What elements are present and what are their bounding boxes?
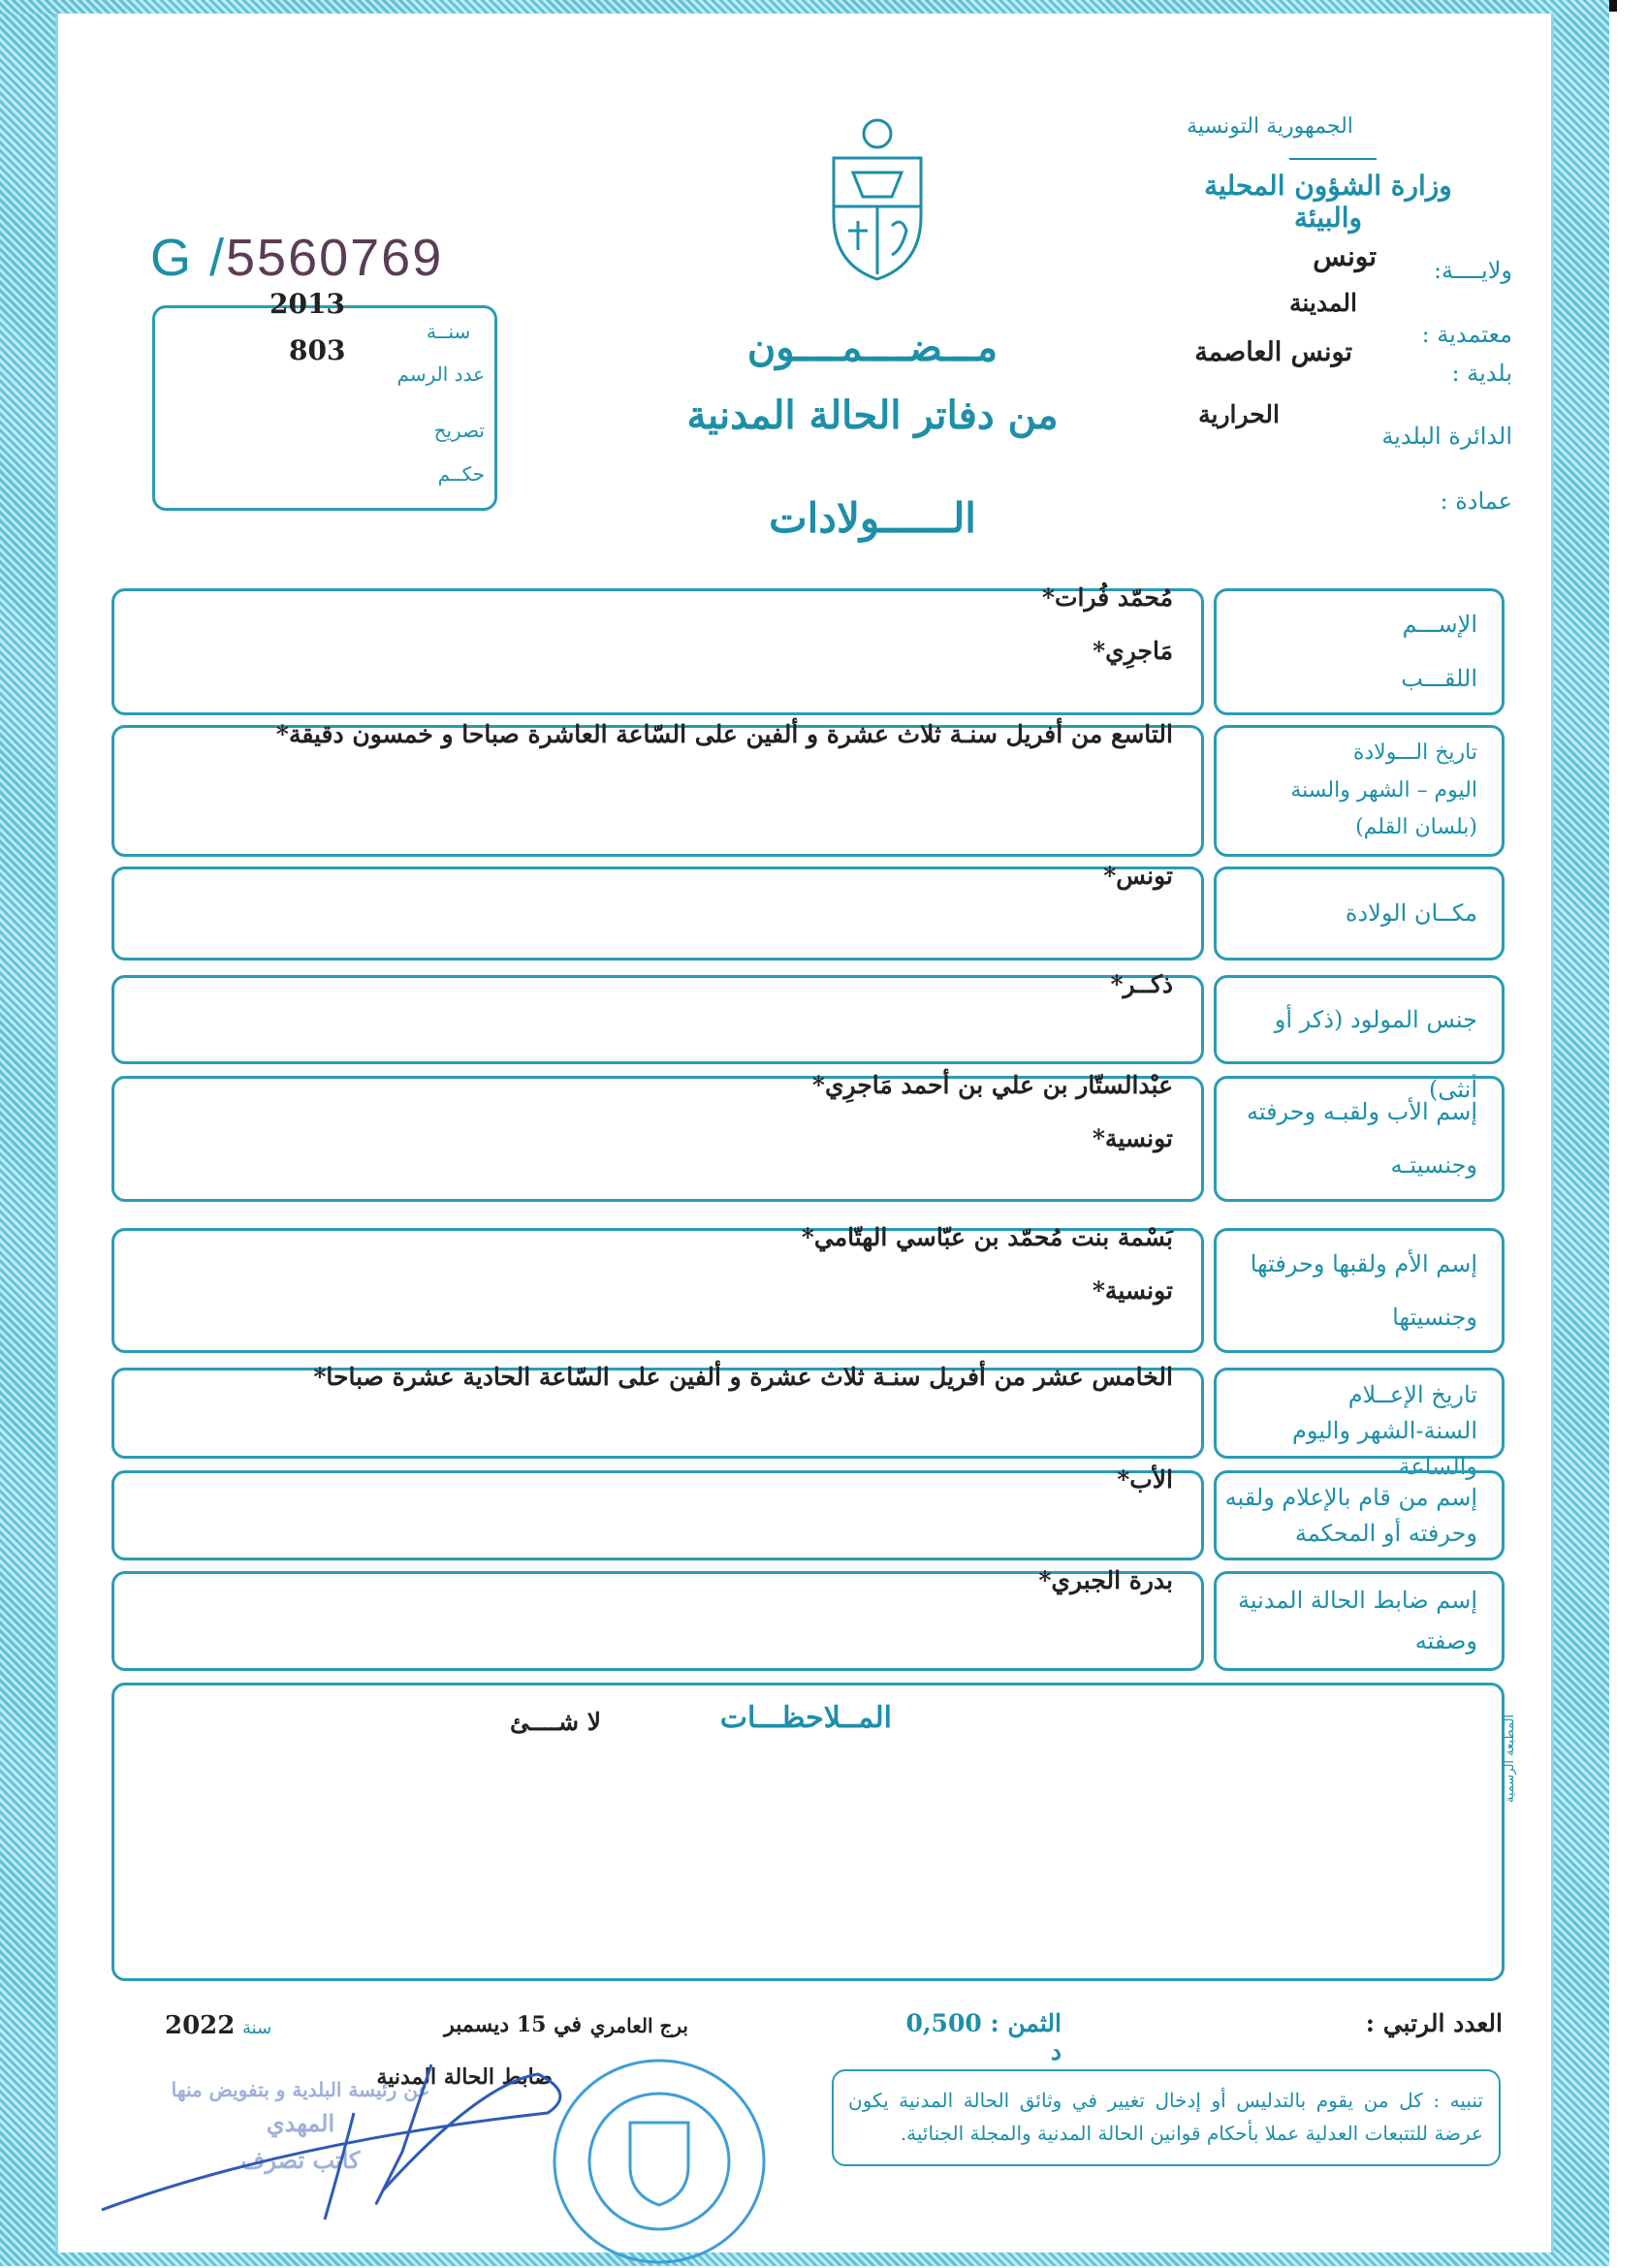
row-label-birth-place: مكــان الولادة [1345,899,1477,927]
row-label-sex: جنس المولود (ذكر أو أنثى) [1274,1006,1477,1103]
field-value-delegation: المدينة [1288,289,1357,317]
divider [1289,158,1377,160]
judgment-label: حكــم [437,462,485,486]
row-label-father: إسم الأب ولقبـه وحرفته وجنسيتـه [1246,1098,1477,1179]
republic-name: الجمهورية التونسية [1187,114,1353,139]
row-value-birth-place: تونس* [1103,862,1173,890]
declaration-label: تصريح [433,419,485,442]
warning-text: تنبيه : كل من يقوم بالتدليس أو إدخال تغيير في وثائق الحالة المدنية يكون عرضة للتتبعات العدلية عملا بأحكام قوانين الحالة المدنية والمجلة الجنائية. [848,2089,1483,2145]
row-value-declarant: الأب* [1117,1465,1173,1494]
serial-label: العدد الرتبي : [1365,2009,1503,2037]
officer-title: ضابط الحالة المدنية [376,2064,553,2090]
field-value-municipality: تونس العاصمة [1194,337,1352,367]
field-label-governorate: ولايــــة: [1433,257,1512,284]
issue-place: برج العامري [589,2014,688,2037]
ministry-name: وزارة الشؤون المحلية والبيئة [1204,170,1452,234]
remarks-value: لا شــــئ [509,1708,601,1736]
guilloche-border-left [0,0,58,2266]
row-value-sex: ذكــر* [1110,970,1173,998]
row-value-name: مُحمّد فُرات* [1041,583,1173,612]
guilloche-border-bottom [0,2252,1609,2266]
field-label-delegation: معتمدية : [1421,321,1512,348]
serial-number: G /5560769 [150,229,444,287]
guilloche-border-top [0,0,1609,14]
signature [92,2055,577,2249]
row-label-birth-date: تاريخ الـــولادة اليوم – الشهر والسنة (بلسان القلم) [1290,740,1477,840]
row-value-father: تونسية* [1092,1124,1173,1152]
title-extract: مـــضــــمــــون [746,325,998,370]
row-value-name: مَاجرِي* [1093,637,1173,665]
price: الثمن : 0,500 د [905,2009,1062,2065]
printer-mark: المطبعة الرسمية [1503,1714,1517,1803]
row-value-mother: بَسْمة بنت مُحمّد بن عبّاسي الهتّامي* [801,1223,1173,1251]
row-value-birth-date: التاسع من أفريل سنـة ثلاث عشرة و ألفين على السّاعة العاشرة صباحا و خمسون دقيقة* [275,720,1173,748]
tunisia-emblem-icon [819,114,935,284]
record-number: 803 [289,334,346,366]
issue-year-label: سنة [242,2018,272,2038]
issue-date: في 15 ديسمبر [444,2012,582,2037]
title-registers: من دفاتر الحالة المدنية [686,393,1059,438]
row-label-name: الإســـم اللقـــب [1401,611,1477,692]
guilloche-border-right [1551,0,1609,2266]
record-year: 2013 [269,288,345,320]
remarks-label: المــلاحظـــات [719,1701,892,1735]
field-value-governorate: تونس [1313,240,1377,272]
field-label-sector: عمادة : [1440,488,1512,515]
issue-year: 2022 [165,2011,236,2040]
row-label-declaration-date: تاريخ الإعــلام السنة-الشهر واليوم والساعة [1291,1381,1477,1480]
scan-margin [1609,0,1648,2266]
title-births: الــــــولادات [769,494,976,542]
record-year-label: سنــة [427,320,471,343]
field-value-district: الحرارية [1198,400,1280,428]
row-label-mother: إسم الأم ولقبها وحرفتها وجنسيتها [1250,1250,1477,1331]
row-label-declarant: إسم من قام بالإعلام ولقبه وحرفته أو المحكمة [1224,1484,1477,1547]
row-value-mother: تونسية* [1092,1276,1173,1305]
delegation-stamp: عن رئيسة البلدية و بتفويض منها المهدي كاتب تصرف [171,2078,430,2175]
field-label-municipality: بلدية : [1451,360,1512,387]
record-number-label: عدد الرسم [396,362,485,386]
row-value-father: عبْدالستّار بن علي بن أحمد مَاجرِي* [811,1071,1173,1099]
municipal-seal [548,2055,771,2268]
row-value-officer: بدرة الجبري* [1038,1566,1173,1594]
row-value-declaration-date: الخامس عشر من أفريل سنـة ثلاث عشرة و ألفين على السّاعة الحادية عشرة صباحا* [313,1363,1173,1391]
field-label-district: الدائرة البلدية [1381,423,1512,450]
row-label-officer: إسم ضابط الحالة المدنية وصفته [1238,1587,1477,1654]
